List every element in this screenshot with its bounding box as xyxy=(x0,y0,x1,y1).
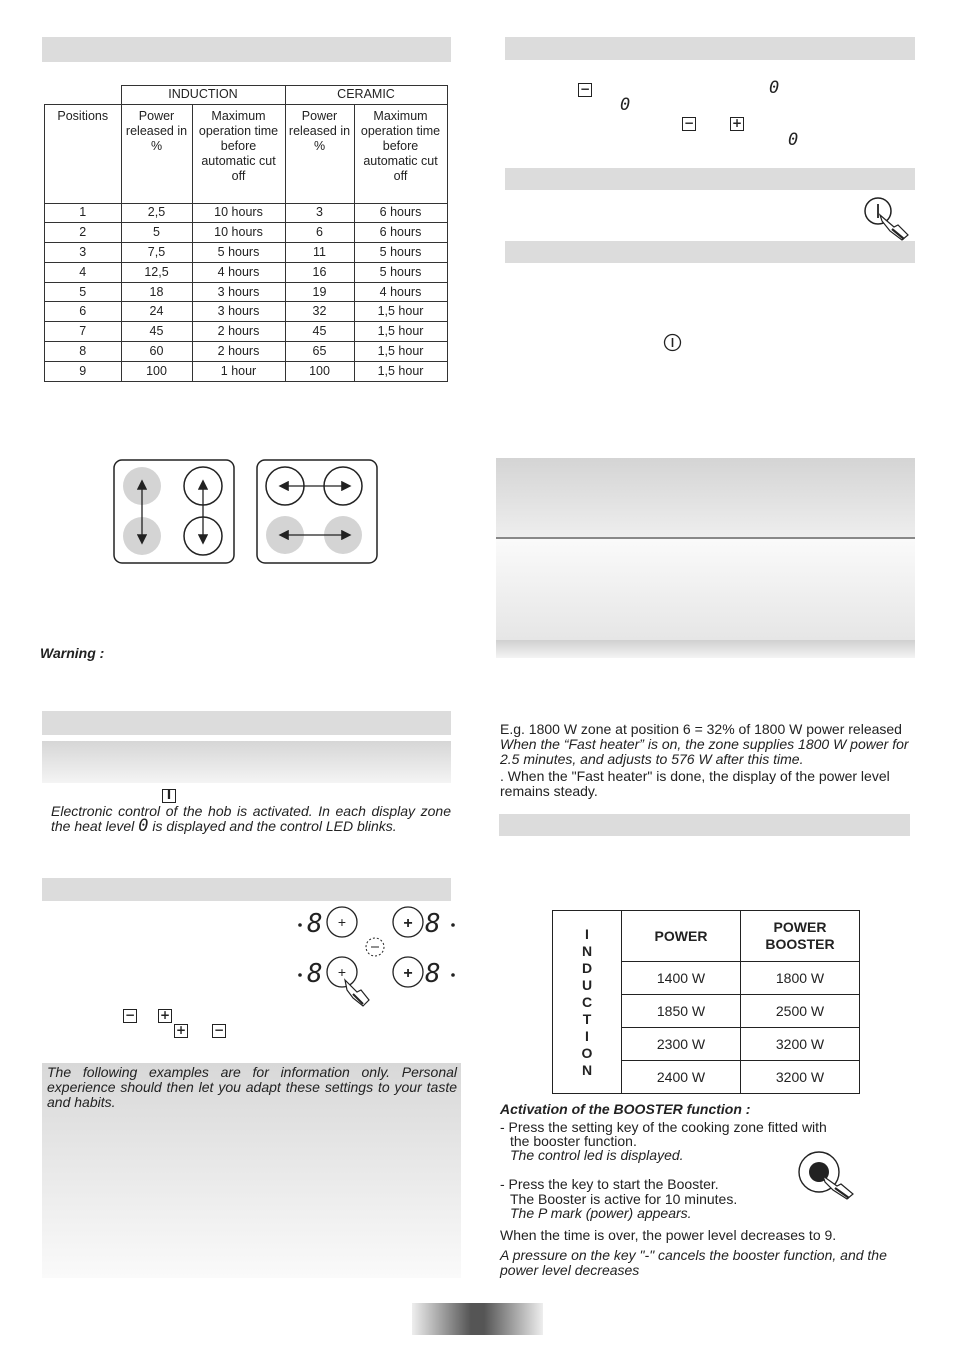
table-row xyxy=(45,243,448,263)
display-digit-icon: 8 xyxy=(307,909,323,939)
table-cell: 3 hours xyxy=(192,302,285,322)
hob-vertical-diagram xyxy=(114,460,234,563)
table-cell: 5 hours xyxy=(354,243,447,263)
table-cell: 2 hours xyxy=(192,342,285,362)
table-subheader-row xyxy=(45,104,448,203)
table-cell: 65 xyxy=(285,342,354,362)
table-cell: 5 xyxy=(121,223,192,243)
table-cell: 2400 W xyxy=(622,1061,741,1094)
table-cell: 10 hours xyxy=(192,203,285,223)
page-number-tab xyxy=(412,1303,543,1335)
table-cell: 4 hours xyxy=(354,282,447,302)
section-header-bar xyxy=(505,37,915,60)
table-cell: 2,5 xyxy=(121,203,192,223)
section-header-bar xyxy=(496,640,915,658)
col-ceramic-max: Maximum operation time before automatic cut off xyxy=(354,104,447,203)
side-letter: N xyxy=(581,942,593,959)
minus-key-icon: − xyxy=(683,116,695,130)
table-cell: 45 xyxy=(285,322,354,342)
display-digit-icon: 8 xyxy=(425,959,441,989)
side-letter: I xyxy=(585,1027,589,1044)
side-letter: T xyxy=(582,1010,592,1027)
section-header-bar xyxy=(505,168,915,190)
table-cell: 6 xyxy=(45,302,122,322)
examples-note: The following examples are for information only. Personal experience should then let you adapt these settings to your taste and habits. xyxy=(47,1064,457,1110)
table-cell: 12,5 xyxy=(121,262,192,282)
table-cell: 1,5 hour xyxy=(354,302,447,322)
table-row xyxy=(45,262,448,282)
svg-text:+: + xyxy=(337,964,347,980)
table-cell: 100 xyxy=(121,361,192,381)
table-row xyxy=(45,322,448,342)
col-power-booster: POWER BOOSTER xyxy=(741,911,860,962)
table-cell: 2300 W xyxy=(622,1028,741,1061)
table-cell: 2 hours xyxy=(192,322,285,342)
plus-key-icon: + xyxy=(731,116,743,130)
booster-step1c: The control led is displayed. xyxy=(510,1147,684,1163)
table-cell: 3200 W xyxy=(741,1028,860,1061)
table-cell: 32 xyxy=(285,302,354,322)
table-cell: 45 xyxy=(121,322,192,342)
booster-title: Activation of the BOOSTER function : xyxy=(500,1101,751,1117)
table-cell: 1800 W xyxy=(741,962,860,995)
table-cell: 60 xyxy=(121,342,192,362)
onoff-text: Electronic control of the hob is activated. In each display zone the heat level 0 is displayed and the control LED blinks. xyxy=(51,803,451,836)
col-induction-power: Power released in % xyxy=(121,104,192,203)
table-cell: 5 hours xyxy=(354,262,447,282)
fast-heater-done: . When the "Fast heater" is done, the display of the power level remains steady. xyxy=(500,768,890,799)
table-cell: 6 hours xyxy=(354,203,447,223)
table-cell: 8 xyxy=(45,342,122,362)
section-header-bar xyxy=(42,878,451,901)
table-cell: 3 hours xyxy=(192,282,285,302)
onoff-key-icon: I xyxy=(162,789,176,803)
display-zero-icon: 0 xyxy=(620,95,631,115)
table-cell: 100 xyxy=(285,361,354,381)
table-cell: 10 hours xyxy=(192,223,285,243)
table-header-row xyxy=(45,86,448,105)
power-table-body xyxy=(45,203,448,381)
table-cell: 4 hours xyxy=(192,262,285,282)
booster-key-hand-icon xyxy=(797,1150,859,1200)
table-cell: 18 xyxy=(121,282,192,302)
booster-step2: - Press the key to start the Booster. xyxy=(500,1176,719,1192)
table-row xyxy=(45,302,448,322)
table-cell: 1 hour xyxy=(192,361,285,381)
table-cell: 19 xyxy=(285,282,354,302)
booster-step2c: The P mark (power) appears. xyxy=(510,1205,692,1221)
col-ceramic-power: Power released in % xyxy=(285,104,354,203)
pointing-hand-icon xyxy=(345,980,369,1006)
table-cell: 24 xyxy=(121,302,192,322)
induction-side-label xyxy=(553,911,622,1094)
display-zero-icon: 0 xyxy=(769,78,780,98)
display-zero-icon: 0 xyxy=(788,130,799,150)
table-row xyxy=(45,203,448,223)
booster-header-row xyxy=(553,911,860,962)
display-zero-icon: 0 xyxy=(138,816,149,836)
control-panel-illustration xyxy=(295,900,460,1012)
table-cell: 1400 W xyxy=(622,962,741,995)
hob-horizontal-diagram xyxy=(257,460,377,563)
table-cell: 1850 W xyxy=(622,995,741,1028)
booster-step2b: The Booster is active for 10 minutes. xyxy=(510,1191,738,1207)
side-letter: O xyxy=(581,1044,593,1061)
onoff-icon xyxy=(663,333,682,352)
col-positions: Positions xyxy=(45,104,122,203)
svg-text:+: + xyxy=(337,914,347,930)
plus-key-icon: + xyxy=(159,1008,171,1022)
table-row xyxy=(45,361,448,381)
svg-text:+: + xyxy=(403,915,413,932)
section-header-bar xyxy=(42,711,451,735)
table-row xyxy=(45,223,448,243)
info-box xyxy=(496,539,915,640)
booster-step1b: the booster function. xyxy=(510,1133,637,1149)
table-cell: 2 xyxy=(45,223,122,243)
table-cell: 1 xyxy=(45,203,122,223)
table-cell: 1,5 hour xyxy=(354,322,447,342)
plus-key-icon: + xyxy=(175,1023,187,1037)
col-induction-max: Maximum operation time before automatic cut off xyxy=(192,104,285,203)
table-cell: 1,5 hour xyxy=(354,342,447,362)
table-cell: 1,5 hour xyxy=(354,361,447,381)
table-cell: 7,5 xyxy=(121,243,192,263)
table-cell: 16 xyxy=(285,262,354,282)
side-letter: D xyxy=(581,959,593,976)
side-letter: I xyxy=(585,925,589,942)
minus-key-icon: − xyxy=(579,82,591,96)
table-cell: 3200 W xyxy=(741,1061,860,1094)
booster-table xyxy=(552,910,860,1094)
col-power: POWER xyxy=(622,911,741,962)
side-letter: C xyxy=(581,993,593,1010)
table-cell: 11 xyxy=(285,243,354,263)
table-cell: 7 xyxy=(45,322,122,342)
table-cell: 2500 W xyxy=(741,995,860,1028)
table-cell: 5 xyxy=(45,282,122,302)
booster-after: When the time is over, the power level decreases to 9. xyxy=(500,1227,837,1243)
warning-label: Warning : xyxy=(40,645,105,661)
side-letter: N xyxy=(581,1061,593,1078)
table-cell: 9 xyxy=(45,361,122,381)
table-cell: 3 xyxy=(285,203,354,223)
minus-key-icon: − xyxy=(124,1008,136,1022)
table-cell: 5 hours xyxy=(192,243,285,263)
table-row xyxy=(45,342,448,362)
fast-heater-example: E.g. 1800 W zone at position 6 = 32% of 1800 W power released xyxy=(500,721,902,737)
section-header-bar xyxy=(505,241,915,263)
display-digit-icon: 8 xyxy=(425,909,441,939)
table-cell: 6 hours xyxy=(354,223,447,243)
section-header-bar xyxy=(499,814,910,836)
table-cell: 4 xyxy=(45,262,122,282)
group-induction: INDUCTION xyxy=(121,86,285,105)
table-cell: 6 xyxy=(285,223,354,243)
table-row xyxy=(45,282,448,302)
display-digit-icon: 8 xyxy=(307,959,323,989)
power-table xyxy=(44,85,448,382)
booster-step1: - Press the setting key of the cooking zone fitted with xyxy=(500,1119,827,1135)
side-letter: U xyxy=(581,976,593,993)
info-box xyxy=(496,458,915,538)
svg-text:+: + xyxy=(403,965,413,982)
minus-key-icon: − xyxy=(213,1023,225,1037)
onoff-hand-icon xyxy=(862,195,917,241)
subsection-box xyxy=(42,741,451,783)
section-header-bar xyxy=(42,37,451,62)
fast-heater-note: When the “Fast heater” is on, the zone supplies 1800 W power for 2.5 minutes, and adjusts to 576 W after this time. xyxy=(500,736,909,767)
hob-diagrams xyxy=(112,458,382,568)
group-ceramic: CERAMIC xyxy=(285,86,447,105)
table-cell: 3 xyxy=(45,243,122,263)
booster-cancel: A pressure on the key "-" cancels the booster function, and the power level decreases xyxy=(500,1247,887,1278)
